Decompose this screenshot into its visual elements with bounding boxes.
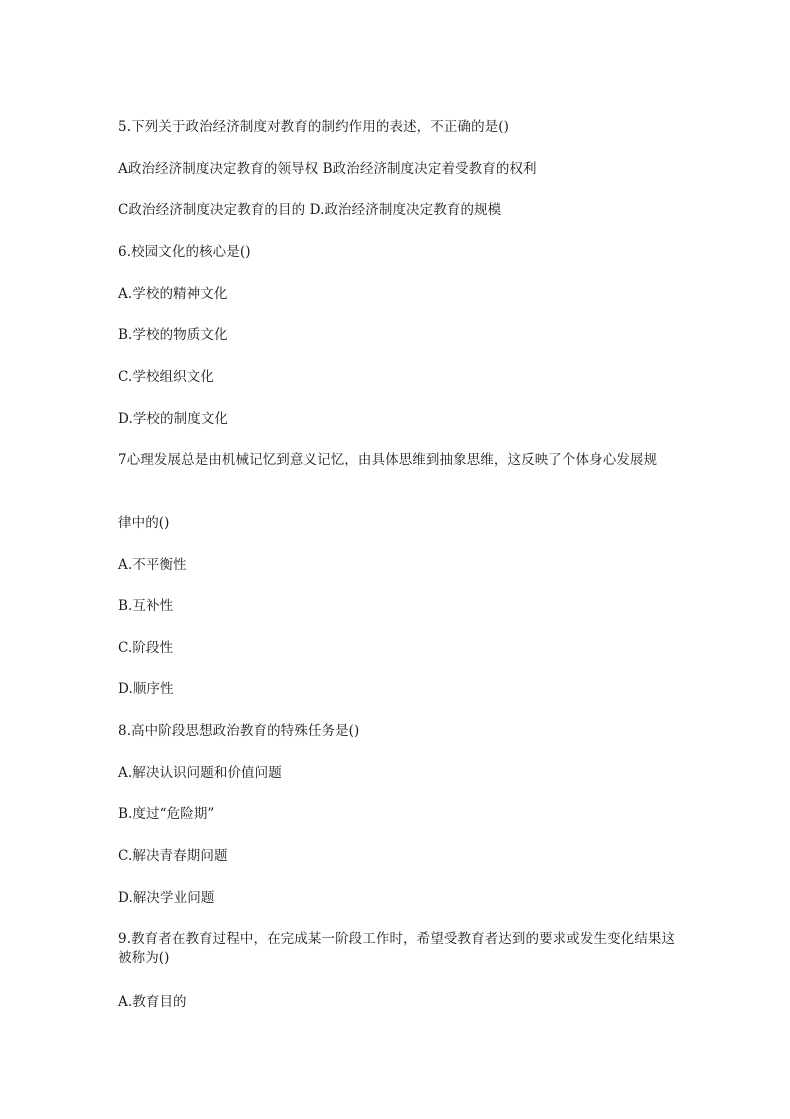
question-9-stem: 9.教育者在教育过程中，在完成某一阶段工作时，希望受教育者达到的要求或发生变化结果这被称为(): [118, 931, 676, 966]
question-7-option-d: D.顺序性: [118, 681, 174, 697]
question-6-option-a: A.学校的精神文化: [118, 286, 228, 302]
question-7-option-c: C.阶段性: [118, 640, 174, 656]
question-6-option-b: B.学校的物质文化: [118, 327, 228, 343]
question-7-option-a: A.不平衡性: [118, 557, 187, 573]
question-7-option-b: B.互补性: [118, 598, 174, 614]
question-8-stem: 8.高中阶段思想政治教育的特殊任务是(): [118, 723, 360, 739]
question-8-option-c: C.解决青春期问题: [118, 848, 228, 864]
question-8-option-d: D.解决学业问题: [118, 890, 215, 906]
question-9-option-a: A.教育目的: [118, 994, 187, 1010]
question-6-option-c: C.学校组织文化: [118, 369, 214, 385]
question-5-stem: 5.下列关于政治经济制度对教育的制约作用的表述，不正确的是(): [118, 119, 510, 135]
question-7-stem-continued: 律中的(): [118, 515, 170, 531]
question-5-options-cd: C政治经济制度决定教育的目的 D.政治经济制度决定教育的规模: [118, 202, 502, 218]
question-6-stem: 6.校园文化的核心是(): [118, 244, 251, 260]
question-8-option-b: B.度过“危险期”: [118, 806, 215, 822]
question-6-option-d: D.学校的制度文化: [118, 411, 229, 427]
question-7-stem: 7心理发展总是由机械记忆到意义记忆，由具体思维到抽象思维，这反映了个体身心发展规: [118, 452, 658, 468]
question-5-options-ab: A政治经济制度决定教育的领导权 B政治经济制度决定着受教育的权利: [118, 161, 537, 177]
question-8-option-a: A.解决认识问题和价值问题: [118, 765, 282, 781]
